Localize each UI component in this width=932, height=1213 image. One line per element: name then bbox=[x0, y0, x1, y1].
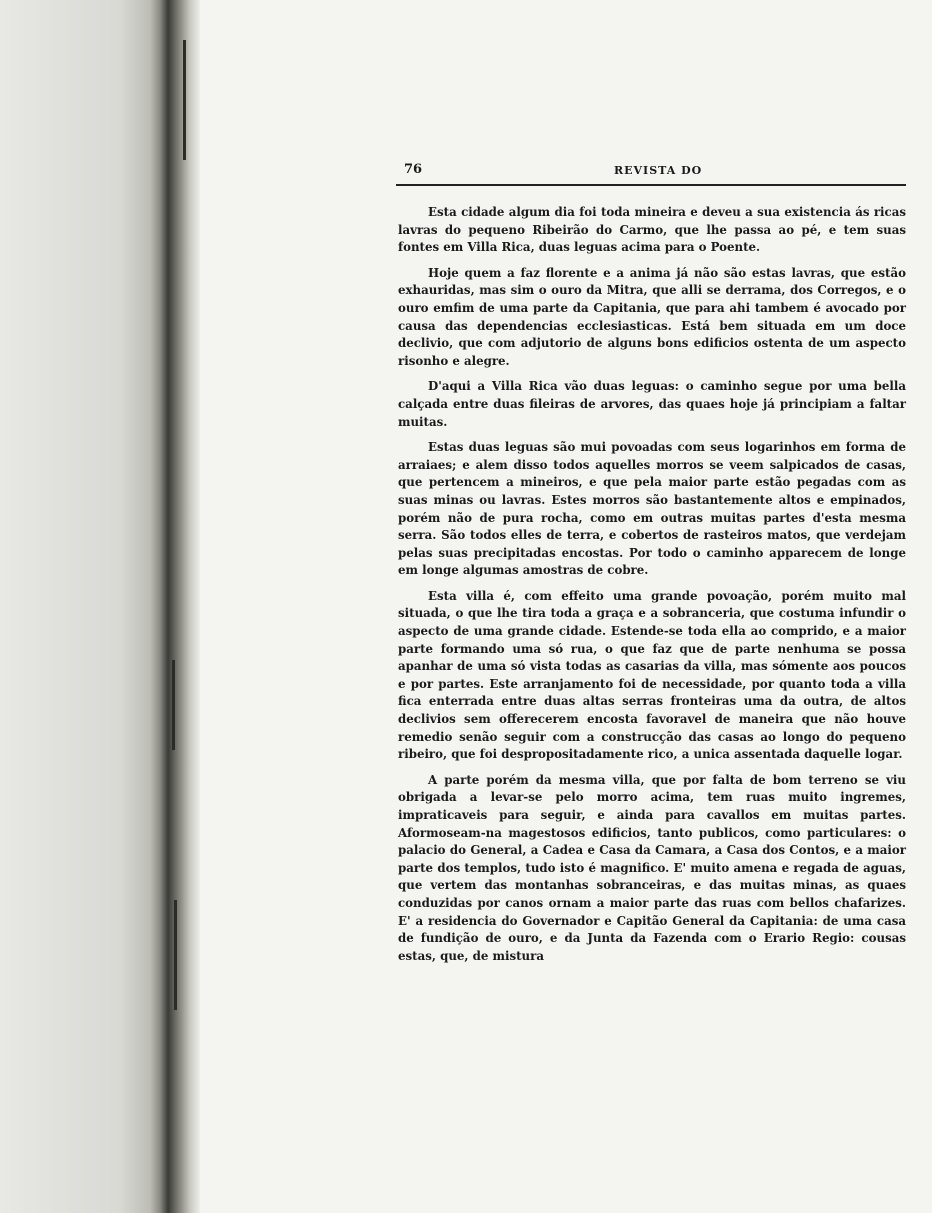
paragraph: D'aqui a Villa Rica vão duas leguas: o caminho segue por uma bella calçada entre duas fileiras de arvores, das quaes hoje já principiam a faltar muitas. bbox=[398, 379, 906, 429]
paragraph: Esta villa é, com effeito uma grande povoação, porém muito mal situada, o que lhe tira toda a graça e a sobranceria, que costuma infundir o aspecto de uma grande cidade. Estende-se toda ella ao comprido, e a maior parte formando uma só rua, o que faz que de parte nenhuma se possa apanhar de uma só vista todas as casarias da villa, mas sómente aos poucos e por partes. Este arranjamento foi de necessidade, por quanto toda a villa fica enterrada entre duas altas serras fronteiras uma da outra, de altos declivios sem offerecerem encosta favoravel de maneira que não houve remedio senão seguir com a construcção das casas ao longo do pequeno ribeiro, que foi despropositadamente rico, a unica assentada daquelle logar. bbox=[398, 588, 906, 762]
header-rule bbox=[396, 184, 906, 186]
gutter-streak bbox=[183, 40, 186, 160]
body-text bbox=[398, 204, 906, 973]
paragraph: Estas duas leguas são mui povoadas com seus logarinhos em forma de arraiaes; e alem disso todos aquelles morros se veem salpicados de casas, que pertencem a mineiros, e que pela maior parte estão pegadas com as suas minas ou lavras. Estes morros são bastantemente altos e empinados, porém não de pura rocha, como em outras muitas partes d'esta mesma serra. São todos elles de terra, e cobertos de rasteiros matos, que verdejam pelas suas precipitadas encostas. Por todo o caminho apparecem de longe em longe algumas amostras de cobre. bbox=[398, 440, 906, 578]
gutter-streak bbox=[174, 900, 177, 1010]
paragraph: Hoje quem a faz florente e a anima já não são estas lavras, que estão exhauridas, mas sim o ouro da Mitra, que alli se derrama, dos Corregos, e o ouro emfim de uma parte da Capitania, que para ahi tambem é avocado por causa das dependencias ecclesiasticas. Está bem situada em um doce declivio, que com adjutorio de alguns bons edificios ostenta de um aspecto risonho e alegre. bbox=[398, 265, 906, 368]
page-number: 76 bbox=[404, 162, 423, 177]
book-page bbox=[396, 160, 906, 1200]
binding-gutter-shadow bbox=[0, 0, 200, 1213]
paragraph: A parte porém da mesma villa, que por falta de bom terreno se viu obrigada a levar-se pelo morro acima, tem ruas muito ingremes, impraticaveis para seguir, e ainda para cavallos em muitas partes. Aformoseam-na magestosos edificios, tanto publicos, como particulares: o palacio do General, a Cadea e Casa da Camara, a Casa dos Contos, e a maior parte dos templos, tudo isto é magnifico. E' muito amena e regada de aguas, que vertem das montanhas sobranceiras, e das muitas minas, as quaes conduzidas por canos ornam a maior parte das ruas com bellos chafarizes. E' a residencia do Governador e Capitão General da Capitania: de uma casa de fundição de ouro, e da Junta da Fazenda com o Erario Regio: cousas estas, que, de mistura bbox=[398, 772, 906, 963]
running-head bbox=[396, 160, 906, 182]
paragraph: Esta cidade algum dia foi toda mineira e deveu a sua existencia ás ricas lavras do pequeno Ribeirão do Carmo, que lhe passa ao pé, e tem suas fontes em Villa Rica, duas leguas acima para o Poente. bbox=[398, 205, 906, 255]
gutter-streak bbox=[172, 660, 175, 750]
running-title: REVISTA DO bbox=[614, 164, 703, 177]
